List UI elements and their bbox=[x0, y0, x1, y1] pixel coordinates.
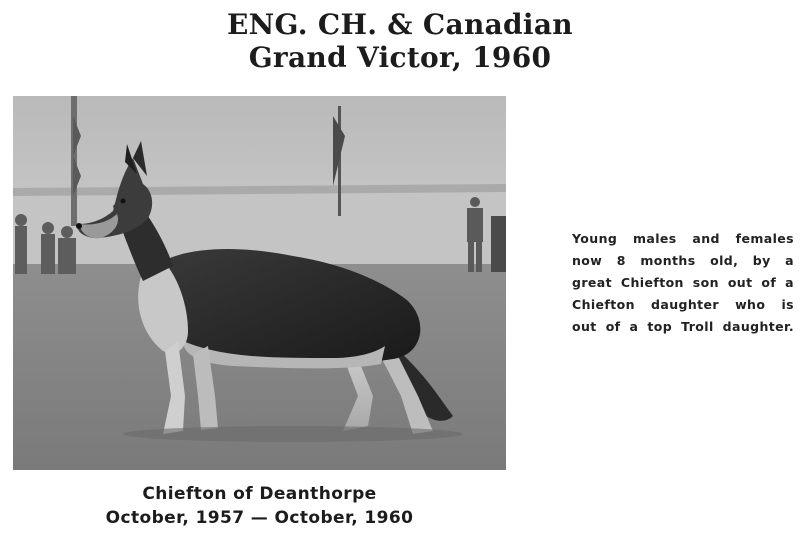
description-line: great Chiefton son out of a bbox=[572, 275, 794, 290]
description-line: Chiefton daughter who is bbox=[572, 297, 794, 312]
description-line: out of a top Troll daughter. bbox=[572, 319, 794, 334]
dog-photograph bbox=[13, 96, 506, 470]
title-line-2: Grand Victor, 1960 bbox=[248, 41, 552, 74]
page-title bbox=[0, 8, 800, 74]
description-line: Young males and females bbox=[572, 231, 794, 246]
description-line: now 8 months old, by a bbox=[572, 253, 794, 268]
dog-photo-image bbox=[13, 96, 506, 470]
description-text bbox=[572, 228, 794, 338]
title-line-1: ENG. CH. & Canadian bbox=[227, 8, 573, 41]
dog-name: Chiefton of Deanthorpe bbox=[142, 484, 377, 504]
dog-dates: October, 1957 — October, 1960 bbox=[105, 508, 414, 528]
photo-caption bbox=[13, 482, 506, 530]
